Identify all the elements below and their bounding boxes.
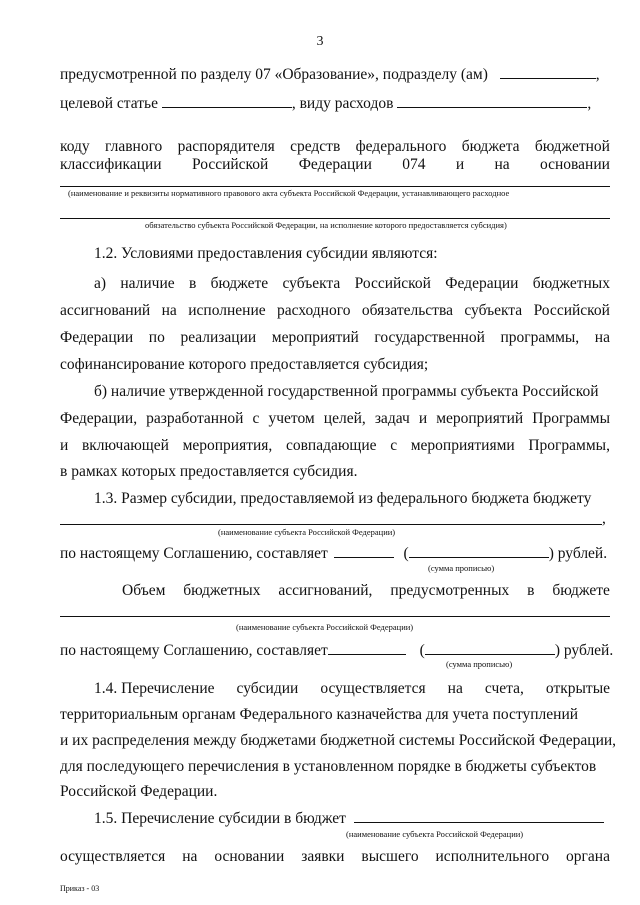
word: с [390, 437, 398, 454]
word: органа [566, 848, 610, 865]
word: открытые [545, 680, 610, 697]
word: разработанной [146, 410, 244, 427]
text: 1.5. Перечисление субсидии в бюджет [94, 810, 346, 827]
volume-line [122, 582, 610, 600]
word: государственной [374, 329, 485, 346]
word: субъекта [464, 302, 523, 319]
word: основании [540, 156, 610, 173]
para-b-line-1: б) наличие утвержденной государственной программы субъекта Российской [94, 383, 599, 400]
word: расходного [277, 302, 351, 319]
text-line-2 [60, 95, 591, 113]
word: высшего [361, 848, 419, 865]
word: на [447, 680, 463, 697]
blank-subject-name-2 [60, 616, 610, 617]
blank-subject-name-1 [60, 524, 602, 525]
word: основании [214, 848, 285, 865]
blank-amount-2 [328, 642, 406, 655]
caption-subject-name-3: (наименование субъекта Российской Федерации) [346, 829, 524, 839]
word: мероприятий [436, 410, 524, 427]
word: ассигнований, [278, 582, 373, 599]
footer-order-number: Приказ - 03 [60, 884, 100, 893]
word: ассигнований [60, 302, 151, 319]
blank-target-article [162, 95, 292, 108]
sum-line-1 [60, 545, 607, 563]
text-line-1 [60, 66, 600, 84]
word: целей, [323, 410, 366, 427]
caption-subject-name-2: (наименование субъекта Российской Федерации) [236, 622, 414, 632]
sum-line-2 [60, 642, 613, 660]
text-line-3 [60, 138, 610, 156]
word: бюджетных [532, 275, 610, 292]
para-a-line-3 [60, 329, 610, 347]
word: распорядителя [177, 138, 275, 155]
blank-expense-type [397, 95, 587, 108]
word: учетом [268, 410, 315, 427]
word: предусмотренных [390, 582, 510, 599]
word: мероприятиями [410, 437, 515, 454]
word: наличие [120, 275, 175, 292]
blank-subject-budget [354, 810, 604, 823]
word: а) [94, 275, 107, 292]
text: ) рублей. [548, 545, 608, 562]
word: на [182, 848, 198, 865]
para-a-line-1 [94, 275, 610, 293]
section-1-3: 1.3. Размер субсидии, предоставляемой из федерального бюджета бюджету [94, 490, 592, 507]
word: Федерации [445, 275, 519, 292]
section-1-4-line-5: Российской Федерации. [60, 783, 218, 800]
word: Российской [354, 275, 431, 292]
word: Российской [191, 156, 269, 173]
word: исполнение [188, 302, 266, 319]
word: реализации [180, 329, 257, 346]
caption-legal-act-1: (наименование и реквизиты нормативного правового акта субъекта Российской Федерации, устанавливающего расходное [68, 188, 510, 198]
word: исполнительного [435, 848, 550, 865]
word: с [252, 410, 260, 427]
page-number: 3 [316, 34, 324, 49]
text: , виду расходов [291, 95, 394, 112]
blank-legal-act-line-1 [60, 186, 610, 187]
caption-sum-1: (сумма прописью) [428, 563, 495, 573]
section-1-5 [94, 810, 604, 828]
caption-sum-2: (сумма прописью) [446, 659, 513, 669]
word: на [594, 329, 610, 346]
section-1-4-line-1 [94, 680, 610, 698]
word: главного [105, 138, 163, 155]
caption-legal-act-2: обязательство субъекта Российской Федерации, на исполнение которого предоставляется субсидия) [145, 220, 507, 230]
word: Федерации [298, 156, 372, 173]
word: 074 [402, 156, 426, 173]
para-a-line-4: софинансирование которого предоставляется субсидия; [60, 356, 429, 373]
word: счета, [484, 680, 524, 697]
text: по настоящему Соглашению, составляет [60, 642, 328, 659]
word: бюджета [461, 138, 520, 155]
section-1-4-line-2: территориальным органам Федерального казначейства для учета поступлений [60, 706, 579, 723]
para-a-line-2 [60, 302, 610, 320]
word: заявки [301, 848, 345, 865]
word: по [148, 329, 165, 346]
word: бюджетной [534, 138, 610, 155]
word: федерального [355, 138, 447, 155]
word: коду [60, 138, 90, 155]
blank-legal-act-line-2 [60, 218, 610, 219]
text: по настоящему Соглашению, составляет [60, 545, 328, 562]
word: и [418, 410, 428, 427]
word: мероприятий [271, 329, 359, 346]
word: задач [374, 410, 410, 427]
word: Федерации [60, 329, 134, 346]
comma: , [587, 95, 592, 112]
blank-subsection [500, 66, 596, 79]
text-line-4 [60, 156, 610, 174]
word: осуществляется [320, 680, 426, 697]
section-1-2: 1.2. Условиями предоставления субсидии являются: [94, 245, 438, 262]
word: обязательства [361, 302, 453, 319]
word: Федерации, [60, 410, 138, 427]
text: предусмотренной по разделу 07 «Образование», подразделу (ам) [60, 66, 488, 83]
word: в [188, 275, 197, 292]
word: в [527, 582, 535, 599]
para-b-line-2 [60, 410, 610, 428]
comma: , [595, 66, 600, 83]
word: на [494, 156, 510, 173]
para-b-line-4: в рамках которых предоставляется субсидия. [60, 463, 358, 480]
word: мероприятия, [182, 437, 273, 454]
word: средств [290, 138, 341, 155]
blank-amount-1 [334, 545, 394, 558]
word: бюджете [552, 582, 610, 599]
text: ( [403, 545, 409, 562]
word: включающей [81, 437, 169, 454]
section-1-4-line-4: для последующего перечисления в установленном порядке в бюджеты субъектов [60, 758, 597, 775]
text: ( [419, 642, 425, 659]
last-line [60, 848, 610, 866]
blank-amount-words-1 [409, 545, 549, 558]
word: субсидии [236, 680, 299, 697]
comma: , [602, 510, 606, 527]
word: осуществляется [60, 848, 166, 865]
word: субъекта [282, 275, 341, 292]
text: ) рублей. [554, 642, 614, 659]
para-b-line-3 [60, 437, 610, 455]
word: Объем [122, 582, 166, 599]
word: бюджете [210, 275, 269, 292]
word: Российской [533, 302, 610, 319]
word: 1.4. Перечисление [94, 680, 215, 697]
blank-amount-words-2 [425, 642, 555, 655]
section-1-4-line-3: и их распределения между бюджетами бюджетной системы Российской Федерации, [60, 732, 617, 749]
word: и [455, 156, 465, 173]
word: бюджетных [183, 582, 261, 599]
word: Программы [532, 410, 610, 427]
word: и [60, 437, 69, 454]
word: программы, [500, 329, 580, 346]
caption-subject-name-1: (наименование субъекта Российской Федерации) [218, 527, 396, 537]
word: классификации [60, 156, 162, 173]
word: Программы, [528, 437, 610, 454]
word: на [161, 302, 177, 319]
word: совпадающие [285, 437, 377, 454]
text: целевой статье [60, 95, 158, 112]
